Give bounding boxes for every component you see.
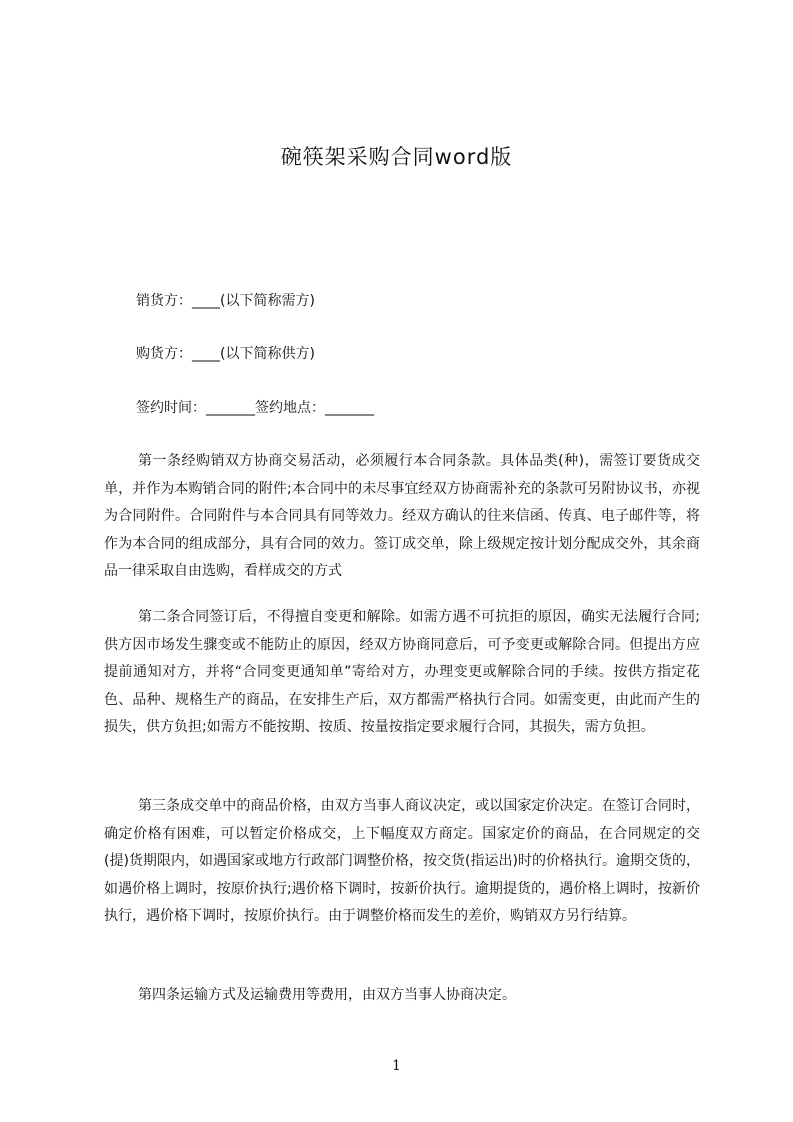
document-title: 碗筷架采购合同word版 [280,145,513,169]
seller-field: 销货方：____(以下简称需方) [136,293,315,309]
sign-info-field: 签约时间：_______签约地点：_______ [136,400,374,416]
page-number: 1 [392,1058,401,1074]
clause-1-paragraph: 第一条经购销双方协商交易活动，必须履行本合同条款。具体品类(种)，需签订要货成交单，并作为本购销合同的附件;本合同中的未尽事宜经双方协商需补充的条款可另附协议书，亦视为合同附件。合同附件与本合同具有同等效力。经双方确认的往来信函、传真、电子邮件等，将作为本合同的组成部分，具有合同的效力。签订成交单，除上级规定按计划分配成交外，其余商品一律采取自由选购，看样成交的方式 [104,453,700,580]
buyer-field: 购货方：____(以下简称供方) [136,346,315,362]
clause-4-paragraph: 第四条运输方式及运输费用等费用，由双方当事人协商决定。 [138,987,516,1003]
clause-3-paragraph: 第三条成交单中的商品价格，由双方当事人商议决定，或以国家定价决定。在签订合同时，确定价格有困难，可以暂定价格成交，上下幅度双方商定。国家定价的商品，在合同规定的交(提)货期限内，如遇国家或地方行政部门调整价格，按交货(指运出)时的价格执行。逾期交货的，如遇价格上调时，按原价执行;遇价格下调时，按新价执行。逾期提货的，遇价格上调时，按新价执行，遇价格下调时，按原价执行。由于调整价格而发生的差价，购销双方另行结算。 [104,798,700,925]
clause-2-paragraph: 第二条合同签订后，不得擅自变更和解除。如需方遇不可抗拒的原因，确实无法履行合同;供方因市场发生骤变或不能防止的原因，经双方协商同意后，可予变更或解除合同。但提出方应提前通知对方，并将“合同变更通知单”寄给对方，办理变更或解除合同的手续。按供方指定花色、品种、规格生产的商品，在安排生产后，双方都需严格执行合同。如需变更，由此而产生的损失，供方负担;如需方不能按期、按质、按量按指定要求履行合同，其损失，需方负担。 [104,609,700,736]
